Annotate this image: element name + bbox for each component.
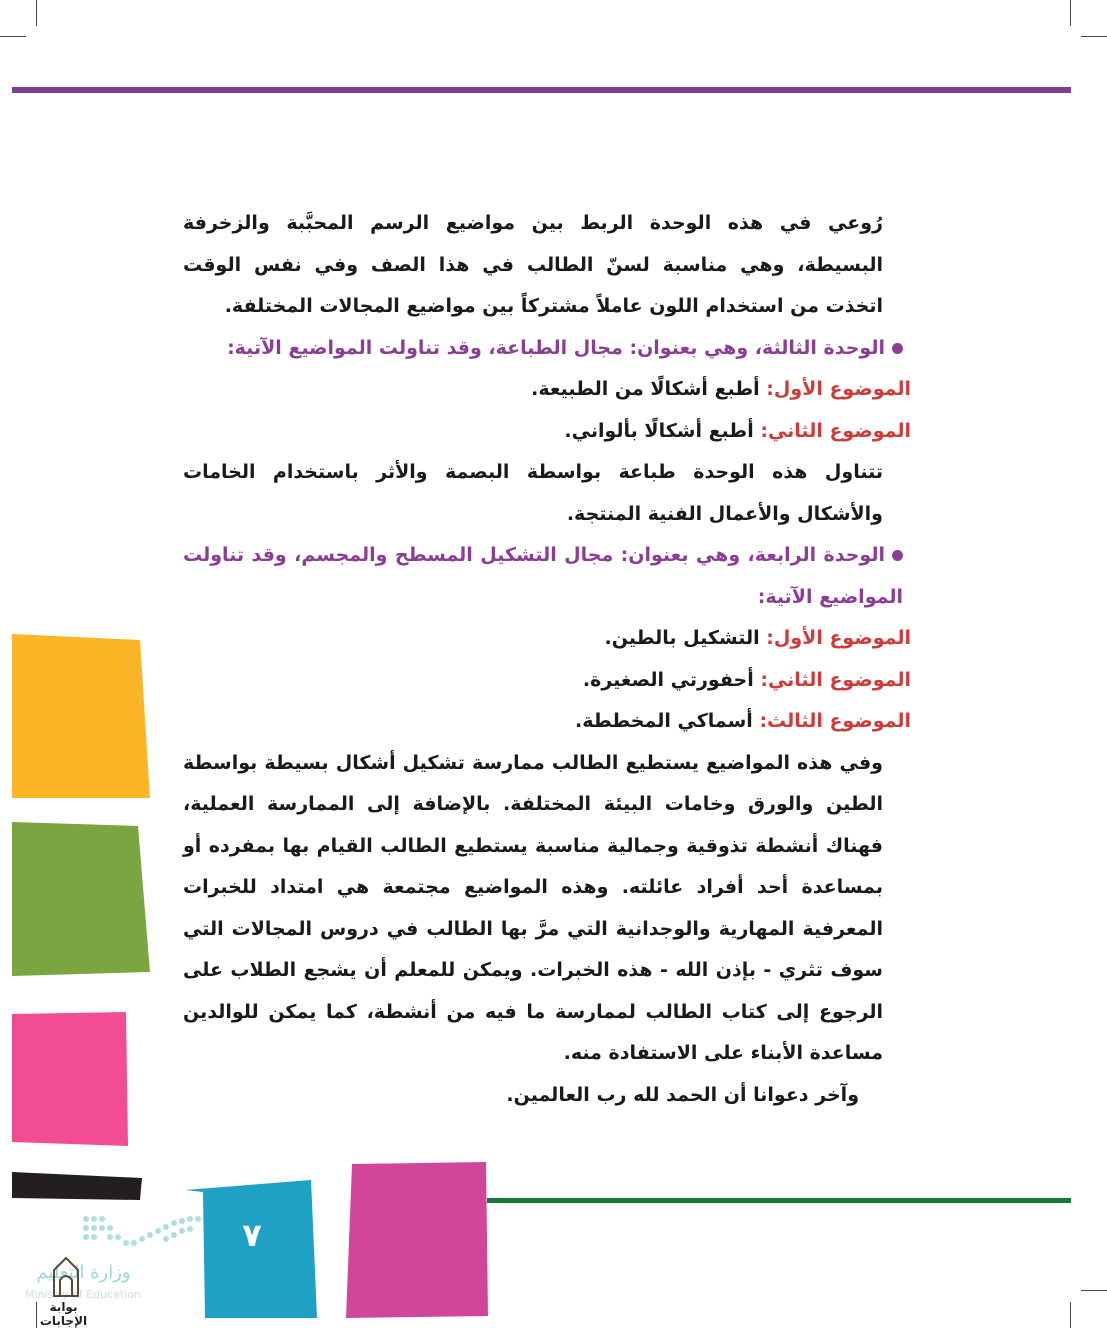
unit4-topic1 [183,618,911,660]
unit3-description: تتناول هذه الوحدة طباعة بواسطة البصمة والأثر باستخدام الخامات والأشكال والأعمال الفنية المنتجة. [183,461,883,525]
building-icon [48,1256,84,1298]
unit3-topic1-label: الموضوع الأول: [766,378,911,400]
unit3-topic1 [183,369,911,411]
pink-block [10,1010,130,1150]
page-content [183,203,911,1116]
crop-mark [1081,36,1107,37]
unit3-topic1-text: أطبع أشكالًا من الطبيعة. [531,378,760,400]
black-block [10,1168,145,1202]
unit4-description: وفي هذه المواضيع يستطيع الطالب ممارسة تشكيل أشكال بسيطة بواسطة الطين والورق وخامات البيئة المختلفة. بالإضافة إلى الممارسة العملية، فهناك أنشطة تذوقية وجمالية مناسبة يستطيع الطالب القيام بها بمفرده أو بمساعدة أحد أفراد عائلته. وهذه المواضيع مجتمعة هي امتداد للخبرات المعرفية المهارية والوجدانية التي مرَّ بها الطالب في دروس المجالات التي سوف تثري - بإذن الله - هذه الخبرات. ويمكن للمعلم أن يشجع الطلاب على الرجوع إلى كتاب الطالب لممارسة ما فيه من أنشطة، كما يمكن للوالدين مساعدة الأبناء على الاستفادة منه. [183,751,883,1064]
green-block [10,818,152,978]
unit3-topic2-label: الموضوع الثاني: [760,419,911,442]
crop-mark [0,36,26,37]
unit4-heading-text: الوحدة الرابعة، وهي بعنوان: مجال التشكيل المسطح والمجسم، وقد تناولت المواضيع الآتية: [183,544,903,608]
unit4-topic2-text: أحفورتي الصغيرة. [582,668,754,691]
crop-mark [1081,1290,1107,1291]
ministry-name-english: Ministry of Education [24,1288,141,1301]
crop-mark [1070,1302,1071,1328]
unit3-heading-text: الوحدة الثالثة، وهي بعنوان: مجال الطباعة، وقد تناولت المواضيع الآتية: [227,336,885,359]
page-number: ٧ [242,1216,262,1254]
bullet-dot-icon [892,550,903,561]
bottom-divider [487,1198,1071,1203]
top-divider [12,87,1071,93]
ministry-logo-dots-icon [82,1213,202,1253]
unit4-topic1-text: التشكيل بالطين. [604,627,760,649]
unit3-topic2-text: أطبع أشكالًا بألواني. [564,419,754,442]
unit4-heading [183,535,903,618]
magenta-block [344,1160,490,1320]
intro-paragraph: رُوعي في هذه الوحدة الربط بين مواضيع الرسم المحبَّبة والزخرفة البسيطة، وهي مناسبة لسنّ الطالب في هذا الصف وفي نفس الوقت اتخذت من استخدام اللون عاملاً مشتركاً بين مواضيع المجالات المختلفة. [183,212,883,317]
yellow-block [10,630,152,802]
bullet-dot-icon [892,343,903,354]
unit4-topic3-text: أسماكي المخططة. [575,710,753,732]
closing-line: وآخر دعوانا أن الحمد لله رب العالمين. [506,1083,859,1106]
unit4-topic2-label: الموضوع الثاني: [760,668,911,691]
watermark-text: بوابة الإجابات [39,1300,88,1328]
crop-mark [36,0,37,26]
unit4-topic3 [183,701,911,743]
unit4-topic2 [183,660,911,702]
unit3-topic2 [183,411,911,453]
crop-mark [1070,0,1071,26]
unit3-heading [183,328,903,370]
unit4-topic1-label: الموضوع الأول: [766,627,911,649]
ministry-name-arabic: وزارة التعليم [36,1262,131,1283]
unit4-topic3-label: الموضوع الثالث: [759,710,911,732]
